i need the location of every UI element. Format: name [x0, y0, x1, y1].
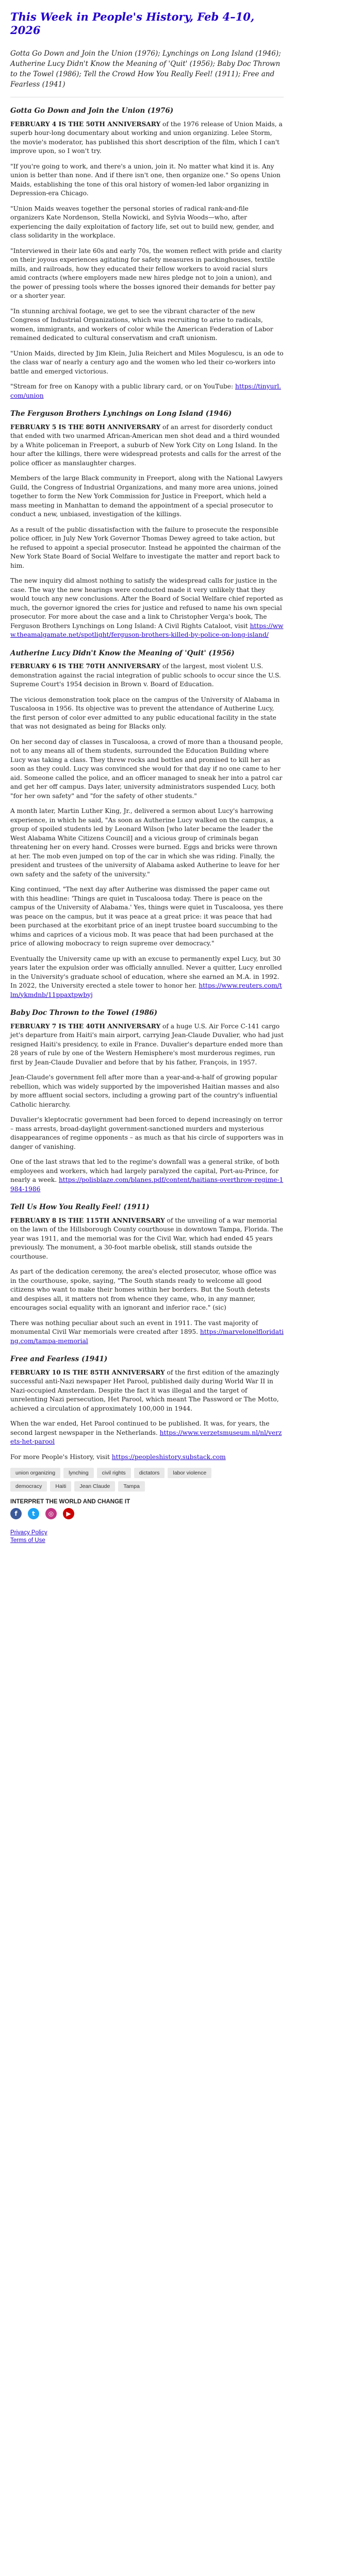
- post-body: [10, 107, 284, 1462]
- anniversary-lead: FEBRUARY 8 IS THE 115TH ANNIVERSARY: [10, 1216, 165, 1224]
- section-title: Autherine Lucy Didn't Know the Meaning of 'Quit' (1956): [10, 649, 235, 657]
- anniversary-lead: FEBRUARY 6 IS THE 70TH ANNIVERSARY: [10, 663, 161, 670]
- footer: [10, 1499, 284, 1519]
- paragraph-text: "Union Maids, directed by Jim Klein, Julia Reichert and Miles Mogulescu, is an ode to the class war of nearly a century ago and the women who led their co-workers into battle and emerged victorious.: [10, 349, 284, 375]
- section-paragraph: [10, 1073, 284, 1109]
- paragraph-text: One of the last straws that led to the regime's downfall was a general strike, of both employees and workers, which had largely paralyzed the capital, Port-au-Prince, for nearly a week.: [10, 1158, 280, 1183]
- article-section: [10, 1355, 284, 1447]
- tag-chip[interactable]: Haiti: [50, 1481, 71, 1492]
- paragraph-text: of the largest, most violent U.S. demonstration against the racial integration of public schools to occur since the U.S. Supreme Court's 1954 decision in Brown v. Board of Education.: [10, 663, 281, 688]
- paragraph-text: "Union Maids weaves together the personal stories of radical rank-and-file organizers Kate Nordenson, Stella Nowicki, and Sylvia Woods—who, after experiencing the daily exploitation of factory life, set out to build new, gender, and class solidarity in the workplace.: [10, 205, 274, 239]
- paragraph-text: As part of the dedication ceremony, the area's elected prosecutor, whose office was in the courthouse, spoke, saying, "The South stands ready to welcome all good citizens who want to make their homes within her borders. But the South detests and despises all, it matters not from whence they came, who, in any manner, encourages social equality with an ignorant and inferior race." (sic): [10, 1268, 276, 1311]
- section-paragraph: [10, 955, 284, 1000]
- paragraph-text: Jean-Claude's government fell after more than a year-and-a-half of growing popular rebellion, which was widely supported by the impoverished Haitian masses and also by more affluent social sectors, including a growing part of the country's influential Catholic hierarchy.: [10, 1074, 280, 1108]
- facebook-icon[interactable]: f: [10, 1508, 22, 1519]
- section-paragraph: [10, 662, 284, 689]
- section-paragraph: [10, 474, 284, 519]
- section-paragraph: [10, 1216, 284, 1262]
- section-paragraph: [10, 162, 284, 198]
- instagram-icon[interactable]: ◎: [45, 1508, 57, 1519]
- reference-link[interactable]: https://www.verzetsmuseum.nl/nl/verzets-het-parool: [10, 1429, 282, 1445]
- paragraph-text: A month later, Martin Luther King, Jr., delivered a sermon about Lucy's harrowing experience, in which he said, "As soon as Autherine Lucy walked on the campus, a group of spoiled students led by Leonard Wilson [who later became the leader the West Alabama White Citizens Council] and a vicious group of criminals began threatening her on every hand. Crosses were burned. Eggs and bricks were thrown at her. The mob even jumped on top of the car in which she was riding. Finally, the president and trustees of the university of Alabama asked Autherine to leave for her own safety and the safety of the university.": [10, 807, 280, 878]
- anniversary-lead: FEBRUARY 10 IS THE 85TH ANNIVERSARY: [10, 1368, 165, 1376]
- post-header: [10, 10, 284, 97]
- reference-link[interactable]: https://polisblaze.com/blanes.pdf/content/haitians-overthrow-regime-1984-1986: [10, 1176, 284, 1193]
- section-title: Gotta Go Down and Join the Union (1976): [10, 107, 174, 115]
- article-section: [10, 1009, 284, 1194]
- section-paragraph: [10, 738, 284, 801]
- paragraph-text: of the 1976 release of Union Maids, a superb hour-long documentary about working and union organizing. Lelee Storm, the movie's moderator, has published this short description of the film, which I can't improve upon, so I won't try.: [10, 120, 283, 155]
- section-paragraph: [10, 349, 284, 377]
- section-paragraph: [10, 120, 284, 156]
- paragraph-text: "If you're going to work, and there's a union, join it. No matter what kind it is. Any union is better than none. And if there isn't one, then organize one." So opens Union Maids, establishing the tone of this oral history of women-led labor organizing in Depression-era Chicago.: [10, 162, 281, 197]
- twitter-icon[interactable]: t: [28, 1508, 39, 1519]
- tag-chip[interactable]: dictators: [134, 1468, 165, 1478]
- reference-link[interactable]: https://tinyurl.com/union: [10, 383, 281, 399]
- article-section: [10, 107, 284, 400]
- reference-link[interactable]: https://www.reuters.com/tlm/ykmdnb/11ppaxtpwbyj: [10, 982, 282, 998]
- paragraph-text: "In stunning archival footage, we get to see the vibrant character of the new Congress of Industrial Organizations, which was recruiting to arise to radicals, women, immigrants, and workers of color while the American Federation of Labor remained dedicated to cultural conservatism and craft unionism.: [10, 307, 273, 342]
- closing-line: [10, 1453, 284, 1462]
- section-paragraph: [10, 1115, 284, 1151]
- footer-title: INTERPRET THE WORLD AND CHANGE IT: [10, 1499, 130, 1505]
- paragraph-text: When the war ended, Het Parool continued to be published. It was, for years, the second largest newspaper in the Netherlands.: [10, 1420, 270, 1436]
- paragraph-text: of the unveiling of a war memorial on the lawn of the Hillsborough County courthouse in downtown Tampa, Florida. The year was 1911, and the memorial was for the Civil War, which had ended 45 years previously. The monument, a 30-foot marble obelisk, still stands outside the courthouse.: [10, 1216, 283, 1260]
- closing-link[interactable]: https://peopleshistory.substack.com: [111, 1453, 226, 1461]
- post-title[interactable]: This Week in People's History, Feb 4–10, 2026: [10, 10, 255, 37]
- paragraph-text: The new inquiry did almost nothing to satisfy the widespread calls for justice in the case. The way the new hearings were conducted made it very unlikely that they would touch any new conclusions. After the Board of Social Welfare chief reported as much, the governor ignored the cries for justice and refused to name his own special prosecutor. For more about the case and a link to Christopher Verga's book, The Ferguson Brothers Lynchings on Long Island: A Civil Rights Cataloot, visit: [10, 577, 283, 630]
- tag-chip[interactable]: union organizing: [10, 1468, 60, 1478]
- section-paragraph: [10, 577, 284, 640]
- paragraph-text: There was nothing peculiar about such an event in 1911. The vast majority of monumental Civil War memorials were created after 1895.: [10, 1319, 258, 1335]
- anniversary-lead: FEBRUARY 5 IS THE 80TH ANNIVERSARY: [10, 423, 161, 431]
- section-paragraph: [10, 1022, 284, 1067]
- paragraph-text: "Stream for free on Kanopy with a public library card, or on YouTube:: [10, 383, 235, 390]
- tag-chip[interactable]: lynching: [63, 1468, 94, 1478]
- article-section: [10, 1203, 284, 1346]
- section-paragraph: [10, 1419, 284, 1447]
- section-title: Free and Fearless (1941): [10, 1355, 108, 1363]
- anniversary-lead: FEBRUARY 4 IS THE 50TH ANNIVERSARY: [10, 120, 161, 128]
- tag-chip[interactable]: Tampa: [118, 1481, 145, 1492]
- section-paragraph: [10, 1319, 284, 1346]
- section-paragraph: [10, 526, 284, 571]
- section-paragraph: [10, 247, 284, 301]
- section-paragraph: [10, 1158, 284, 1194]
- section-paragraph: [10, 1267, 284, 1313]
- section-paragraph: [10, 307, 284, 343]
- terms-of-use-link[interactable]: Terms of Use: [10, 1537, 45, 1544]
- tag-chip[interactable]: civil rights: [97, 1468, 131, 1478]
- article-section: [10, 410, 284, 640]
- tag-list: [10, 1468, 217, 1492]
- reference-link[interactable]: https://www.theamalgamate.net/spotlight/ferguson-brothers-killed-by-police-on-long-island/: [10, 622, 284, 638]
- youtube-icon[interactable]: ▶: [63, 1508, 74, 1519]
- paragraph-text: As a result of the public dissatisfaction with the failure to prosecute the responsible police officer, in July New York Governor Thomas Dewey agreed to take action, but he refused to appoint a special prosecutor. Instead he appointed the chairman of the New York State Board of Social Welfare to investigate the matter and report back to him.: [10, 526, 281, 569]
- section-paragraph: [10, 382, 284, 400]
- paragraph-text: of a huge U.S. Air Force C-141 cargo jet's departure from Haiti's main airport, carrying Jean-Claude Duvalier, who had just resigned Haiti's presidency, to exile in France. Duvalier's departure ended more than 28 years of rule by one of the Western Hemisphere's most murderous regimes, run first by Jean-Claude Duvalier and before that by his father, François, in 1957.: [10, 1022, 284, 1066]
- tag-chip[interactable]: Jean Claude: [74, 1481, 115, 1492]
- article-section: [10, 649, 284, 1000]
- section-title: The Ferguson Brothers Lynchings on Long Island (1946): [10, 410, 232, 418]
- section-paragraph: [10, 885, 284, 948]
- paragraph-text: "Interviewed in their late 60s and early 70s, the women reflect with pride and clarity on their joyous experiences agitating for safety measures in packinghouses, textile mills, and railroads, how they educated their fellow workers to avoid racial slurs amid contracts (where employers made new hires pledge not to join a union), and the power of pressing tools where the bosses ignored their demands for better pay or a shorter year.: [10, 247, 282, 299]
- paragraph-text: The vicious demonstration took place on the campus of the University of Alabama in Tuscaloosa in 1956. Its objective was to prevent the attendance of Autherine Lucy, the first person of color ever admitted to any public educational facility in the state that was not designated as being for Blacks only.: [10, 696, 280, 730]
- section-paragraph: [10, 1368, 284, 1414]
- tag-chip[interactable]: labor violence: [168, 1468, 211, 1478]
- paragraph-text: King continued, "The next day after Autherine was dismissed the paper came out with this headline: 'Things are quiet in Tuscaloosa today. There is peace on the campus of the University of Alabama.' Yes, things were quiet in Tuscaloosa, yes there was peace on the campus, but it was peace at a great price: it was peace that had been purchased at the exorbitant price of an inept trustee board succumbing to the whims and caprices of a vicious mob. It was peace that had been purchased at the price of allowing mobocracy to reign supreme over democracy.": [10, 886, 284, 947]
- paragraph-text: of an arrest for disorderly conduct that ended with two unarmed African-American men shot dead and a third wounded by a White policeman in Freeport, a suburb of New York City on Long Island. In the hour after the killings, there were widespread protests and calls for the arrest of the police officer as manslaughter charges.: [10, 423, 281, 467]
- section-title: Tell Us How You Really Feel! (1911): [10, 1203, 150, 1211]
- section-title: Baby Doc Thrown to the Towel (1986): [10, 1009, 158, 1017]
- legal-links: [10, 1530, 361, 1544]
- privacy-policy-link[interactable]: Privacy Policy: [10, 1530, 47, 1536]
- reference-link[interactable]: https://marvelonelfloridating.com/tampa-memorial: [10, 1328, 284, 1345]
- closing-text: For more People's History, visit: [10, 1453, 112, 1461]
- paragraph-text: Eventually the University came up with an excuse to permanently expel Lucy, but 30 years later the expulsion order was officially annulled. Never a quitter, Lucy enrolled in the University's graduate school of education, where she earned an M.A. in 1992. In 2022, the University erected a stele tower to honor her.: [10, 955, 282, 989]
- post-intro: Gotta Go Down and Join the Union (1976); Lynchings on Long Island (1946); Autherine Lucy Didn't Know the Meaning of 'Quit' (1956); Baby Doc Thrown to the Towel (1986); Tell the Crowd How You Really Feel! (1911); Free and Fearless (1941): [10, 49, 281, 89]
- social-links: [10, 1508, 284, 1519]
- paragraph-text: of the first edition of the amazingly successful anti-Nazi newspaper Het Parool, published daily during World War II in Nazi-occupied Amsterdam. Despite the fact it was illegal and the target of unrelenting Nazi persecution, Het Parool, which meant The Password or The Motto, achieved a circulation of approximately 100,000 in 1944.: [10, 1368, 280, 1412]
- section-paragraph: [10, 807, 284, 879]
- section-paragraph: [10, 205, 284, 241]
- paragraph-text: Members of the large Black community in Freeport, along with the National Lawyers Guild, the Congress of Industrial Organizations, and many more area unions, joined together to form the New York Commission for Justice in Freeport, which held a mass meeting in Manhattan to demand the appointment of a special prosecutor to conduct a new, unbiased, investigation of the killings.: [10, 474, 283, 518]
- section-paragraph: [10, 696, 284, 732]
- tag-chip[interactable]: democracy: [10, 1481, 47, 1492]
- anniversary-lead: FEBRUARY 7 IS THE 40TH ANNIVERSARY: [10, 1022, 161, 1030]
- section-paragraph: [10, 423, 284, 468]
- paragraph-text: On her second day of classes in Tuscaloosa, a crowd of more than a thousand people, not to any means all of them students, surrounded the Education Building where Lucy was taking a class. They threw rocks and bottles and promised to kill her as soon as they could. Lucy was convinced she would for that day if no one came to her aid. Someone called the police, and an officer managed to sneak her into a patrol car and get her off campus. Days later, university administrators suspended Lucy, both "for her own safety" and "for the safety of other students.": [10, 738, 283, 800]
- paragraph-text: Duvalier's kleptocratic government had been forced to depend increasingly on terror – mass arrests, broad-daylight government-sanctioned murders and mysterious disappearances of regime opponents – as much as that his circle of supporters was in danger of vanishing.: [10, 1116, 284, 1150]
